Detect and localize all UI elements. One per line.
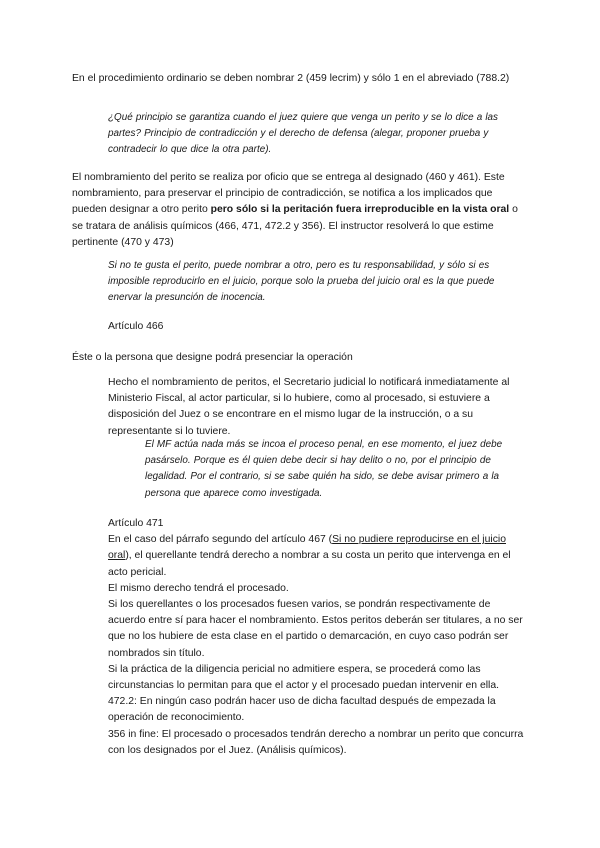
question-principle-note: ¿Qué principio se garantiza cuando el juez quiere que venga un perito y se lo dice a las partes? Principio de contradicción y el derecho de defensa (alegar, proponer prueba y contradecir lo que dice la otra parte).	[108, 112, 498, 156]
intro-paragraph: En el procedimiento ordinario se deben nombrar 2 (459 lecrim) y sólo 1 en el abreviado (788.2)	[72, 73, 510, 84]
article-471-line-2: El mismo derecho tendrá el procesado.	[108, 582, 289, 594]
appointment-text-post: o se tratara de análisis químicos (466, 471, 472.2 y 356). El instructor resolverá lo que estime pertinente (470 y 473)	[72, 204, 518, 248]
article-467-reference: Si no pudiere reproducirse en el juicio oral	[108, 534, 506, 562]
article-471-line-3: Si los querellantes o los procesados fuesen varios, se pondrán respectivamente de acuerdo entre sí para hacer el nombramiento. Estos peritos deberán ser titulares, a no ser que no los hubiere de esta clase en el partido o demarcación, en cuyo caso podrán ser nombrados sin título.	[108, 599, 523, 659]
expert-choice-note: Si no te gusta el perito, puede nombrar a otro, pero es tu responsabilidad, y sólo si es imposible reproducirlo en el juicio, porque solo la prueba del juicio oral es la que puede enervar la presunción de inocencia.	[108, 260, 495, 304]
article-356-line: 356 in fine: El procesado o procesados tendrán derecho a nombrar un perito que concurra con los designados por el Juez. (Análisis químicos).	[108, 728, 524, 756]
article-471-line-4: Si la práctica de la diligencia pericial no admitiere espera, se procederá como las circunstancias lo permitan para que el actor y el procesado puedan intervenir en ella.	[108, 663, 500, 692]
article-472-2-line: 472.2: En ningún caso podrán hacer uso de dicha facultad después de empezada la operación de reconocimiento.	[108, 696, 496, 724]
article-471-line-1-post: ), el querellante tendrá derecho a nombrar a su costa un perito que intervenga en el acto pericial.	[108, 550, 511, 578]
appointment-text-bold: pero sólo si la peritación fuera irreproducible en la vista oral	[210, 204, 510, 216]
article-471-block	[108, 516, 530, 759]
article-466-text: Hecho el nombramiento de peritos, el Secretario judicial lo notificará inmediatamente al Ministerio Fiscal, al actor particular, si lo hubiere, como al procesado, si estuviere a disposición del Juez o se encontrare en el mismo lugar de la instrucción, o a su representante si lo tuviere.	[108, 377, 510, 437]
appointment-text-pre: El nombramiento del perito se realiza por oficio que se entrega al designado (460 y 461). Este nombramiento, para preservar el principio de contradicción, se notifica a los implicados que pueden designar a otro perito	[72, 172, 505, 216]
appointment-paragraph	[72, 170, 526, 251]
article-471-line-1	[108, 532, 530, 581]
presence-paragraph: Éste o la persona que designe podrá presenciar la operación	[72, 352, 353, 363]
article-466-heading: Artículo 466	[108, 321, 164, 332]
fiscal-ministry-note: El MF actúa nada más se incoa el proceso penal, en ese momento, el juez debe pasárselo. Porque es él quien debe decir si hay delito o no, por el principio de legalidad. Por el contrario, si se sabe quién ha sido, se debe avisar primero a la persona que aparece como investigada.	[145, 439, 503, 499]
article-471-heading: Artículo 471	[108, 518, 164, 529]
article-471-line-1-pre: En el caso del párrafo segundo del artículo 467 (	[108, 534, 333, 546]
